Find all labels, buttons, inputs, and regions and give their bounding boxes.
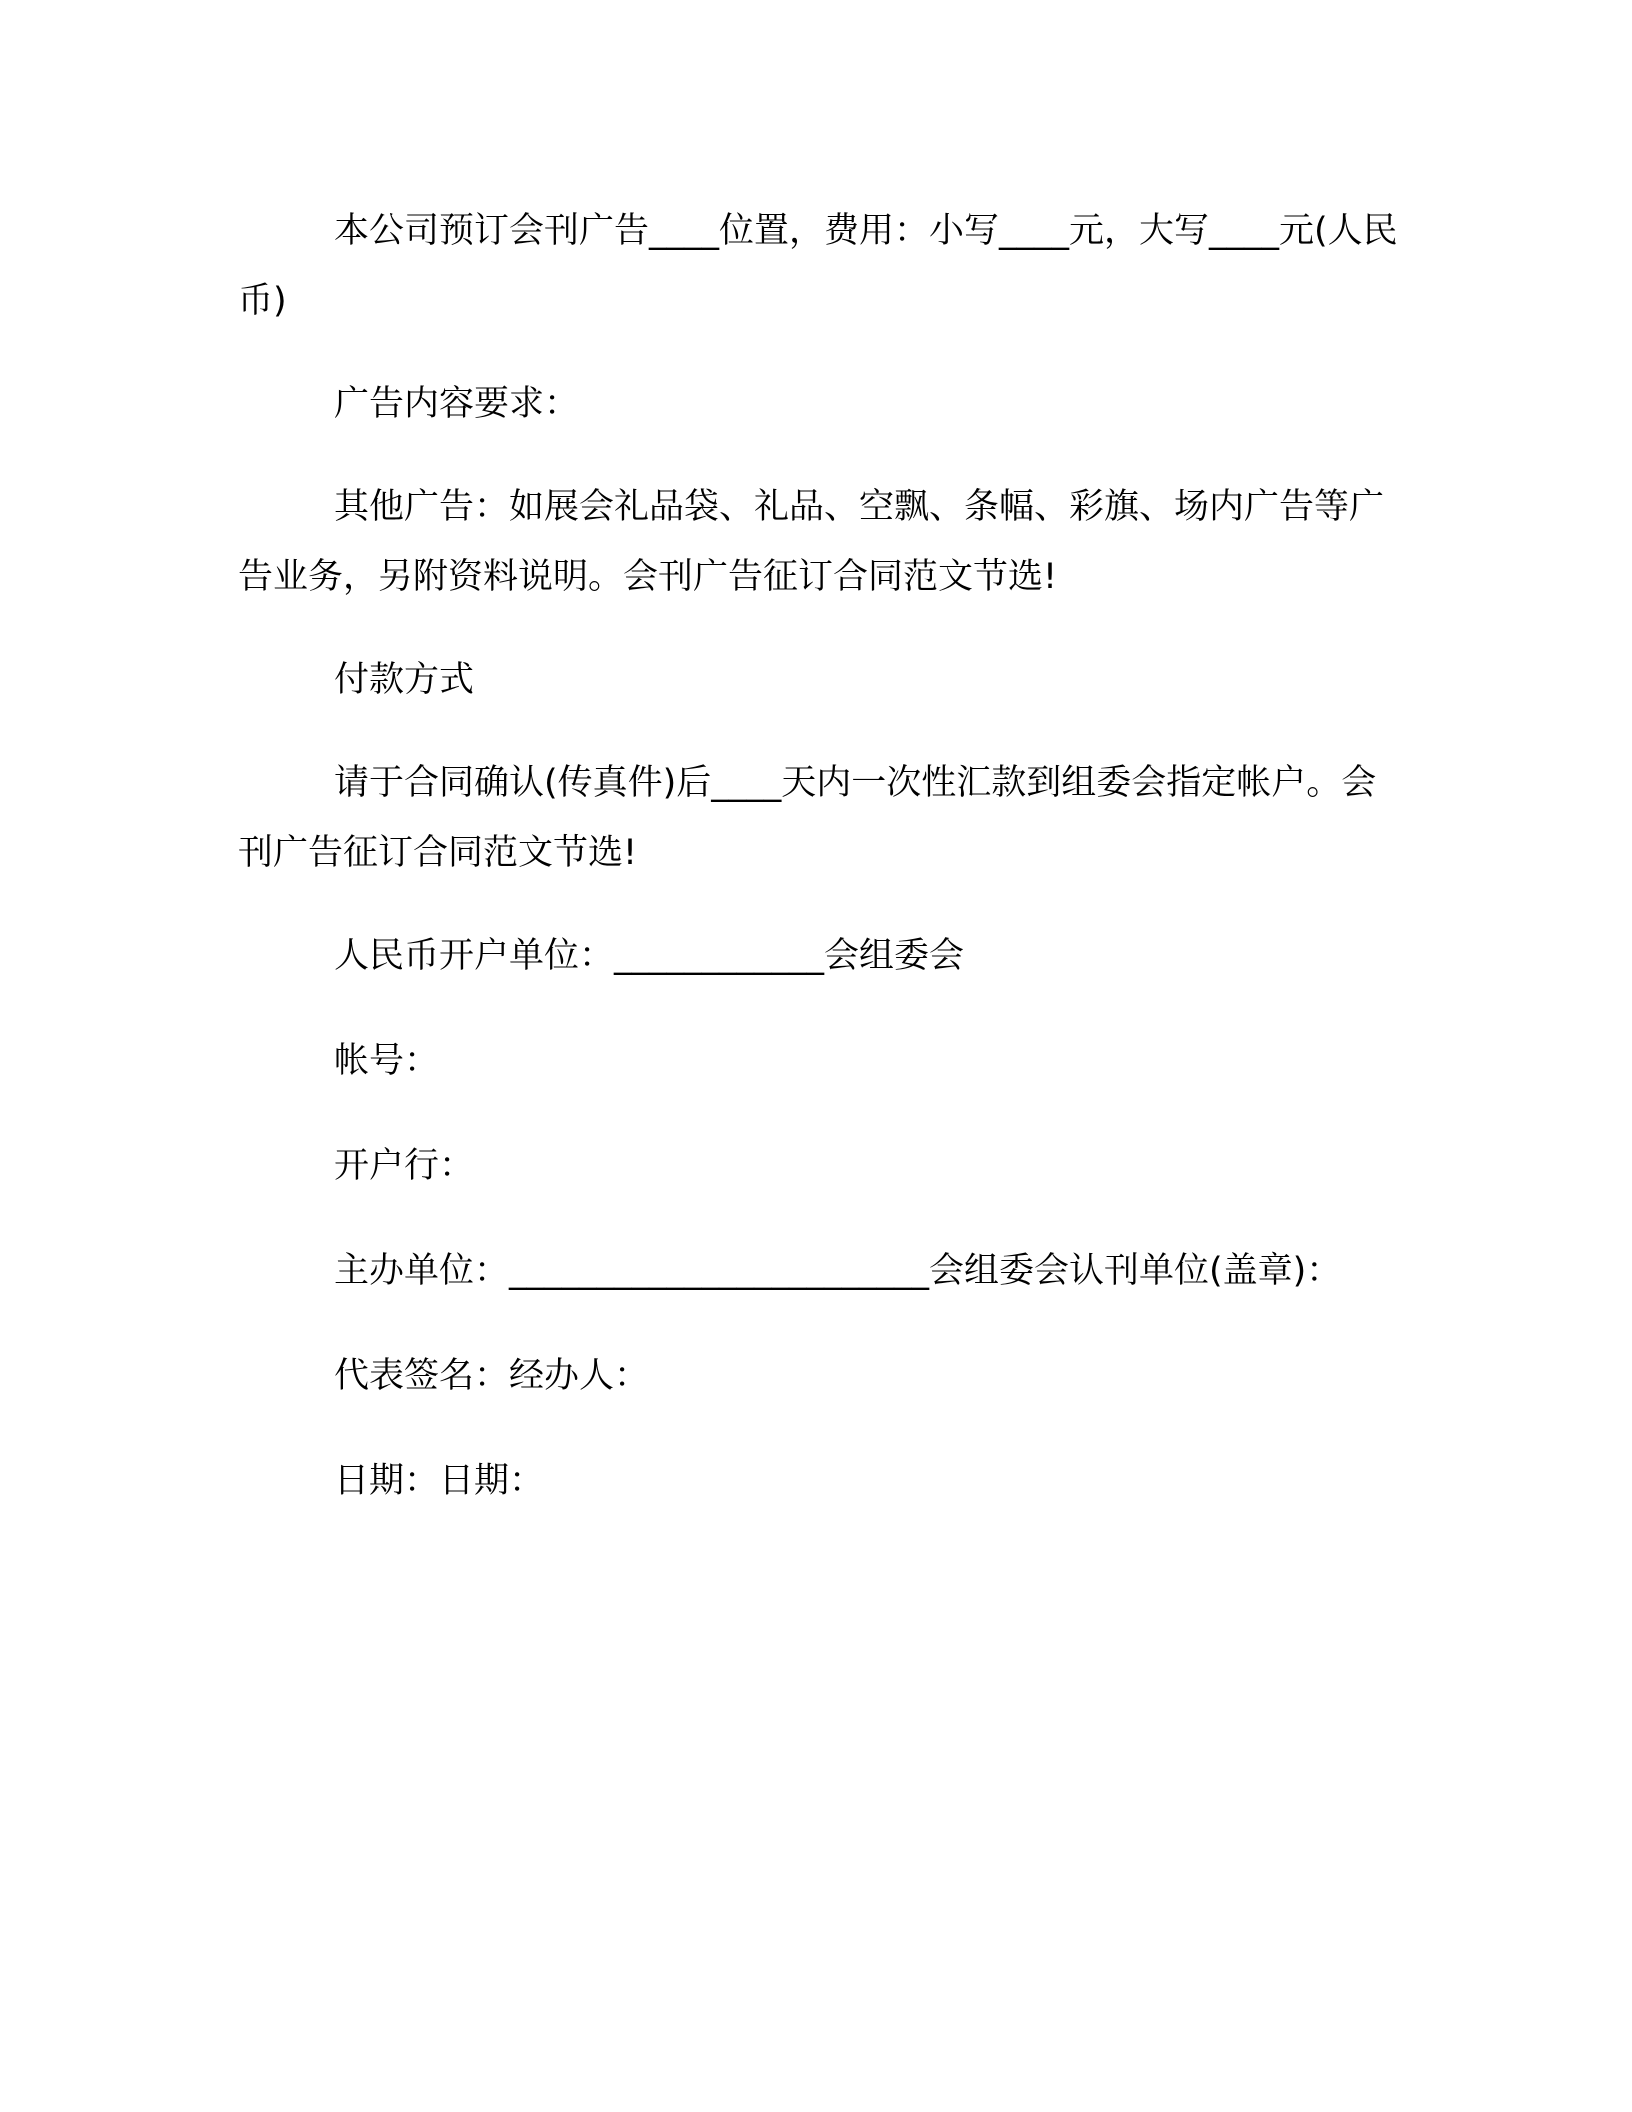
account-holder-line: 人民币开户单位：____________会组委会 <box>334 936 965 976</box>
date-line: 日期：日期： <box>334 1461 545 1501</box>
payment-instruction-paragraph: 请于合同确认(传真件)后____天内一次性汇款到组委会指定帐户。会刊广告征订合同范文节选! <box>238 763 1377 873</box>
document-body <box>238 196 1408 1516</box>
bank-line: 开户行： <box>334 1146 475 1186</box>
ad-content-requirements-paragraph: 广告内容要求： <box>334 384 580 424</box>
account-number-line: 帐号： <box>334 1041 440 1081</box>
other-ads-paragraph: 其他广告：如展会礼品袋、礼品、空飘、条幅、彩旗、场内广告等广告业务，另附资料说明。会刊广告征订合同范文节选! <box>238 487 1385 597</box>
ad-booking-paragraph: 本公司预订会刊广告____位置，费用：小写____元，大写____元(人民币) <box>238 211 1398 321</box>
payment-method-heading: 付款方式 <box>334 660 475 700</box>
signature-line: 代表签名：经办人： <box>334 1356 650 1396</box>
organizer-line: 主办单位：________________________会组委会认刊单位(盖章)： <box>334 1251 1342 1291</box>
